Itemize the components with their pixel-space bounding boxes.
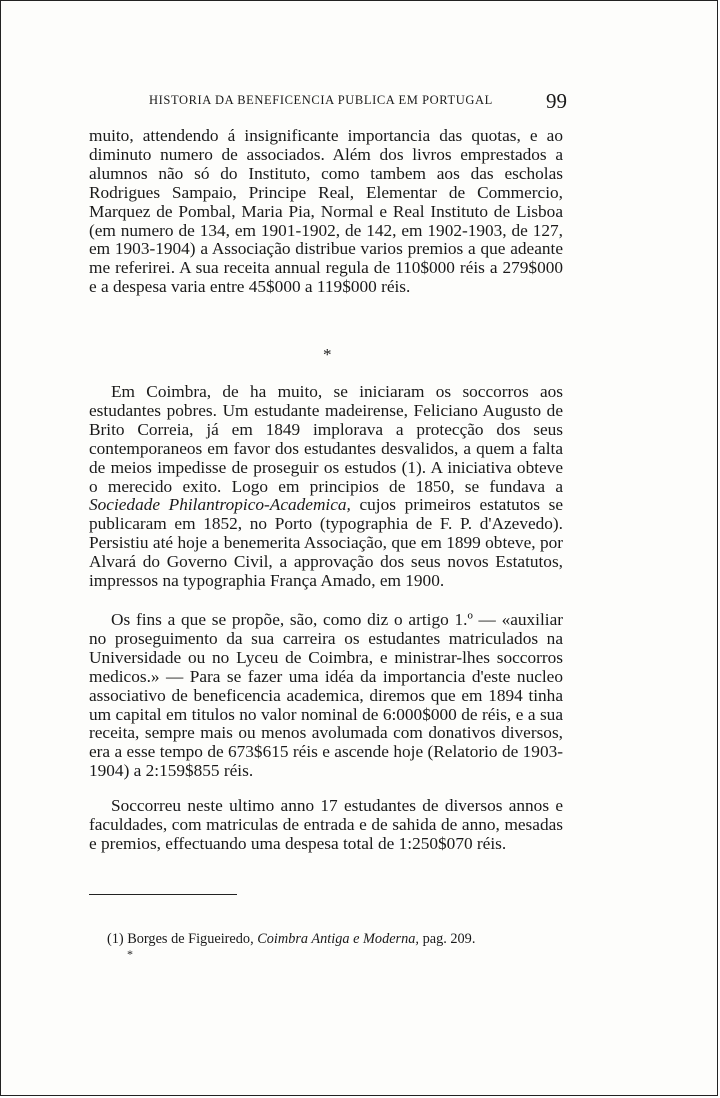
- stray-asterisk: *: [127, 947, 133, 961]
- paragraph-text-after: cujos primeiros estatutos se publicaram em 1852, no Porto (typographia de F. P. d'Azevedo). Persistiu até hoje a benemerita Associação, que em 1899 obteve, por Alvará do Governo Civil, a approvação dos seus novos Estatutos, impressos na typographia França Amado, em 1900.: [89, 495, 563, 591]
- footnote-author: Borges de Figueiredo,: [127, 931, 254, 947]
- paragraph-library-loans: [89, 127, 563, 297]
- footnote-page: pag. 209.: [422, 931, 476, 947]
- paragraph-coimbra-society: [89, 383, 563, 591]
- society-name-italic: Sociedade Philantropico-Academica,: [89, 495, 351, 515]
- paragraph-aims: [89, 611, 563, 781]
- paragraph-expenses: [89, 797, 563, 854]
- footnote-title: Coimbra Antiga e Moderna,: [257, 931, 419, 947]
- footnote: [107, 931, 547, 948]
- footnote-divider: [89, 894, 237, 895]
- section-asterism: *: [323, 345, 332, 364]
- paragraph-text: Os fins a que se propõe, são, como diz o artigo 1.º — «auxiliar no proseguimento da sua carreira os estudantes matriculados na Universidade ou no Lyceu de Coimbra, e ministrar-lhes soccorros medicos.» — Para se fazer uma idéa da importancia d'este nucleo associativo de beneficencia academica, diremos que em 1894 tinha um capital em titulos no valor nominal de 6:000$000 de réis, e a sua receita, sempre mais ou menos avolumada com donativos diversos, era a esse tempo de 673$615 réis e ascende hoje (Relatorio de 1903-1904) a 2:159$855 réis.: [89, 610, 563, 781]
- footnote-marker: (1): [107, 931, 124, 947]
- page-number: 99: [546, 89, 567, 113]
- running-title: HISTORIA DA BENEFICENCIA PUBLICA EM PORTUGAL: [149, 93, 493, 107]
- paragraph-text: muito, attendendo á insignificante importancia das quotas, e ao diminuto numero de associados. Além dos livros emprestados a alumnos não só do Instituto, como tambem aos das escholas Rodrigues Sampaio, Principe Real, Elementar de Commercio, Marquez de Pombal, Maria Pia, Normal e Real Instituto de Lisboa (em numero de 134, em 1901-1902, de 142, em 1902-1903, de 127, em 1903-1904) a Associação distribue varios premios a que adeante me referirei. A sua receita annual regula de 110$000 réis a 279$000 e a despesa varia entre 45$000 a 119$000 réis.: [89, 126, 563, 297]
- paragraph-text: Soccorreu neste ultimo anno 17 estudantes de diversos annos e faculdades, com matriculas de entrada e de sahida de anno, mesadas e premios, effectuando uma despesa total de 1:250$070 réis.: [89, 796, 563, 853]
- paragraph-text-before: Em Coimbra, de ha muito, se iniciaram os soccorros aos estudantes pobres. Um estudante madeirense, Feliciano Augusto de Brito Correia, já em 1849 implorava a protecção dos seus contemporaneos em favor dos estudantes desvalidos, a quem a falta de meios impedisse de proseguir os estudos (1). A iniciativa obteve o merecido exito. Logo em principios de 1850, se fundava a: [89, 382, 563, 496]
